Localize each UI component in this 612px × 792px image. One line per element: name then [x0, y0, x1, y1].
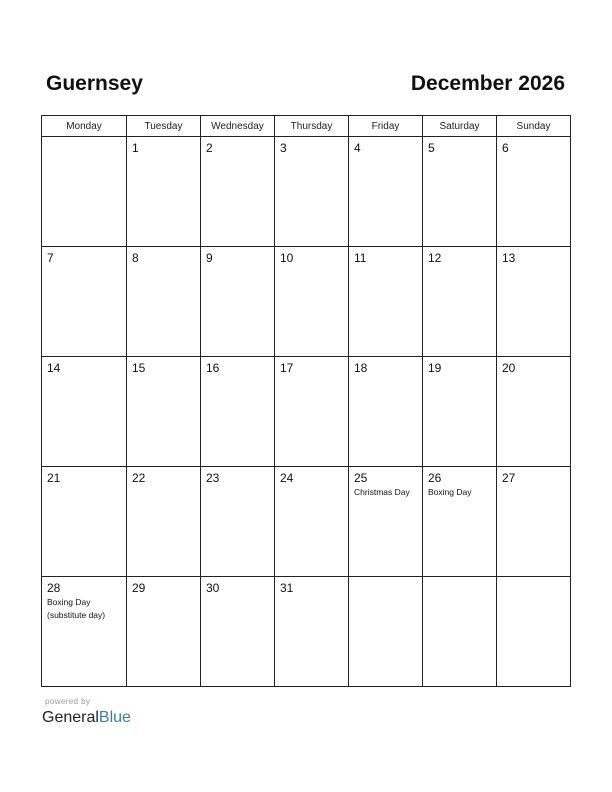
day-cell: [423, 577, 497, 687]
logo-text-blue: Blue: [98, 709, 131, 726]
day-cell: [42, 357, 127, 467]
day-number: 10: [280, 251, 294, 265]
day-cell: [349, 247, 423, 357]
weekday-header-row: [42, 116, 571, 137]
day-cell: [497, 357, 571, 467]
day-number: 13: [502, 251, 516, 265]
day-number: 9: [206, 251, 213, 265]
generalblue-logo[interactable]: [42, 708, 131, 728]
day-number: 24: [280, 471, 294, 485]
day-cell: [275, 467, 349, 577]
day-cell: [127, 467, 201, 577]
day-number: 22: [132, 471, 146, 485]
day-cell: [42, 247, 127, 357]
day-cell: [275, 577, 349, 687]
holiday-label: Boxing Day: [428, 487, 472, 497]
day-cell: [349, 467, 423, 577]
week-row: [42, 357, 571, 467]
day-cell: [497, 137, 571, 247]
day-number: 11: [354, 251, 367, 265]
day-number: 29: [132, 581, 146, 595]
day-cell: [127, 247, 201, 357]
day-cell: [42, 577, 127, 687]
weekday-header: Wednesday: [201, 116, 275, 137]
day-cell: [201, 577, 275, 687]
day-cell: [349, 137, 423, 247]
weekday-header: Saturday: [423, 116, 497, 137]
powered-by-text: powered by: [45, 697, 91, 706]
week-row: [42, 247, 571, 357]
day-number: 16: [206, 361, 220, 375]
weekday-header: Friday: [349, 116, 423, 137]
day-number: 8: [132, 251, 139, 265]
day-cell: [201, 467, 275, 577]
day-cell: [349, 357, 423, 467]
day-cell: [423, 467, 497, 577]
day-cell: [275, 247, 349, 357]
day-number: 6: [502, 141, 509, 155]
weekday-header: Thursday: [275, 116, 349, 137]
day-cell: [201, 137, 275, 247]
day-number: 28: [47, 581, 61, 595]
region-title: Guernsey: [46, 72, 143, 95]
day-cell: [423, 357, 497, 467]
day-cell: [127, 577, 201, 687]
logo-text-general: General: [42, 709, 99, 726]
holiday-label: Boxing Day (substitute day): [47, 597, 106, 620]
day-number: 27: [502, 471, 516, 485]
day-cell: [42, 137, 127, 247]
day-cell: [497, 577, 571, 687]
day-cell: [127, 357, 201, 467]
weekday-header: Monday: [42, 116, 127, 137]
day-cell: [275, 357, 349, 467]
weekday-header: Sunday: [497, 116, 571, 137]
week-row: [42, 467, 571, 577]
holiday-label: Christmas Day: [354, 487, 410, 497]
day-number: 21: [47, 471, 61, 485]
day-number: 12: [428, 251, 442, 265]
day-number: 7: [47, 251, 54, 265]
day-cell: [42, 467, 127, 577]
day-number: 30: [206, 581, 220, 595]
day-cell: [497, 247, 571, 357]
day-number: 1: [132, 141, 139, 155]
day-number: 18: [354, 361, 368, 375]
day-number: 25: [354, 471, 368, 485]
day-number: 17: [280, 361, 294, 375]
week-row: [42, 577, 571, 687]
day-cell: [497, 467, 571, 577]
day-number: 20: [502, 361, 516, 375]
day-number: 5: [428, 141, 435, 155]
day-cell: [201, 357, 275, 467]
day-number: 15: [132, 361, 146, 375]
day-number: 23: [206, 471, 220, 485]
day-cell: [349, 577, 423, 687]
day-number: 26: [428, 471, 442, 485]
day-number: 3: [280, 141, 287, 155]
day-cell: [423, 247, 497, 357]
day-number: 4: [354, 141, 361, 155]
day-number: 2: [206, 141, 213, 155]
week-row: [42, 137, 571, 247]
day-cell: [127, 137, 201, 247]
day-cell: [423, 137, 497, 247]
day-number: 14: [47, 361, 61, 375]
day-cell: [201, 247, 275, 357]
calendar-grid: [41, 115, 571, 687]
brand-footer: [42, 697, 131, 728]
weekday-header: Tuesday: [127, 116, 201, 137]
day-cell: [275, 137, 349, 247]
month-year-title: December 2026: [410, 72, 565, 95]
day-number: 31: [280, 581, 294, 595]
day-number: 19: [428, 361, 442, 375]
